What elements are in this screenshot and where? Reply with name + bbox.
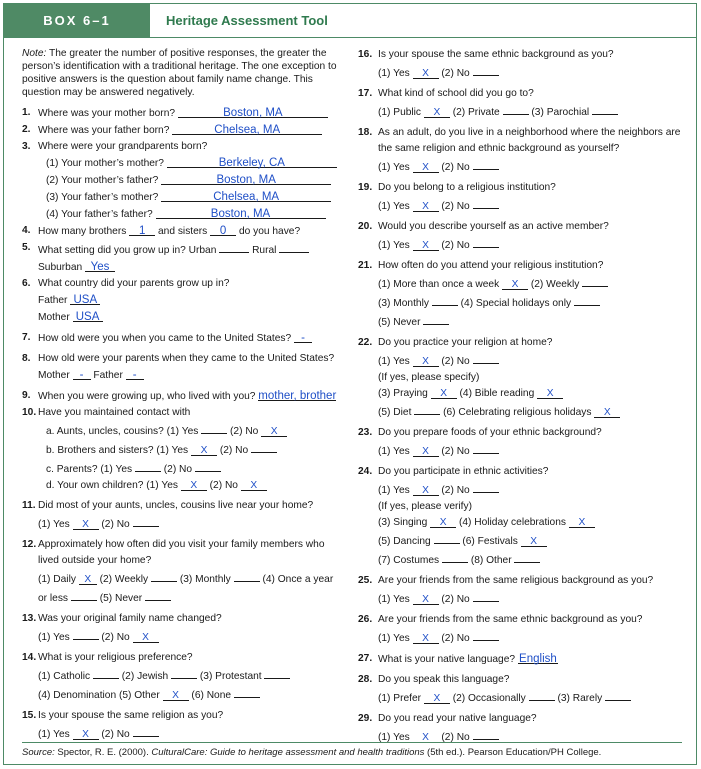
question-text: How often do you attend your religious institution? <box>378 260 604 271</box>
question-16 <box>358 47 690 82</box>
praying-field[interactable]: X <box>431 386 457 399</box>
other-field[interactable] <box>514 550 540 563</box>
no-field[interactable] <box>133 514 159 527</box>
note-paragraph <box>22 47 340 99</box>
question-22 <box>358 335 690 421</box>
question-number: 6. <box>22 278 31 289</box>
answer-field[interactable]: Boston, MA <box>178 105 328 118</box>
right-column <box>358 47 690 746</box>
question-text: Do you participate in ethnic activities? <box>378 466 549 477</box>
option-label: (1) Prefer <box>378 693 422 704</box>
public-field[interactable]: X <box>424 105 450 118</box>
option-label: (4) Once a year or less <box>38 574 334 604</box>
answer-field[interactable]: - <box>294 330 312 343</box>
option-label: (2) Weekly <box>99 574 149 585</box>
jewish-field[interactable] <box>171 666 197 679</box>
option-label: (4) Bible reading <box>459 388 535 399</box>
option-label: (5) Never <box>378 317 421 328</box>
source-text: Spector, R. E. (2000). <box>54 747 152 758</box>
option-label: (7) Costumes <box>378 555 440 566</box>
question-number: 20. <box>358 221 373 232</box>
question-text: Did most of your aunts, uncles, cousins live near your home? <box>38 500 314 511</box>
monthly-field[interactable] <box>234 569 260 582</box>
box-header <box>4 4 696 38</box>
question-6 <box>22 276 340 326</box>
question-text: do you have? <box>238 226 301 237</box>
bible-field[interactable]: X <box>537 386 563 399</box>
yes-field[interactable]: X <box>413 730 439 743</box>
question-number: 29. <box>358 713 373 724</box>
question-text: Where was your father born? <box>38 125 170 136</box>
question-21 <box>358 258 690 331</box>
question-26 <box>358 612 690 647</box>
no-field[interactable]: X <box>133 630 159 643</box>
yes-field[interactable]: X <box>413 66 439 79</box>
box-label: BOX 6–1 <box>4 4 150 37</box>
question-number: 11. <box>22 500 36 511</box>
source-book-title: CulturalCare: Guide to heritage assessment and health traditions <box>151 747 425 758</box>
question-text: What kind of school did you go to? <box>378 88 534 99</box>
option-label: (3) Your father’s mother? <box>46 192 159 203</box>
option-label: d. Your own children? (1) Yes <box>46 480 178 491</box>
option-label: (3) Praying <box>378 388 428 399</box>
option-label: Father <box>93 370 123 381</box>
option-label: (2) No <box>101 632 130 643</box>
dancing-field[interactable] <box>434 531 460 544</box>
option-label: (4) Holiday celebrations <box>458 517 566 528</box>
question-text: Do you practice your religion at home? <box>378 337 553 348</box>
option-label: (2) No <box>163 464 193 475</box>
weekly-field[interactable] <box>582 274 608 287</box>
question-14 <box>22 650 340 704</box>
yes-field[interactable]: X <box>413 160 439 173</box>
question-text: Are your friends from the same ethnic background as you? <box>378 614 643 625</box>
option-label: (3) Monthly <box>378 298 429 309</box>
none-field[interactable] <box>234 685 260 698</box>
option-label: (3) Monthly <box>179 574 231 585</box>
option-label: (2) Jewish <box>121 671 169 682</box>
yes-field[interactable] <box>73 627 99 640</box>
question-13 <box>22 611 340 646</box>
source-citation <box>22 742 682 758</box>
question-27 <box>358 651 690 668</box>
question-text: Would you describe yourself as an active member? <box>378 221 609 232</box>
yes-field[interactable]: X <box>73 727 99 740</box>
question-number: 8. <box>22 353 31 364</box>
option-label: (1) Yes <box>378 594 410 605</box>
answer-field[interactable]: Chelsea, MA <box>161 189 331 202</box>
more-field[interactable]: X <box>502 277 528 290</box>
option-label: Suburban <box>38 262 83 273</box>
question-text: Do you speak this language? <box>378 674 510 685</box>
yes-field[interactable]: X <box>413 483 439 496</box>
option-label: (2) No <box>209 480 238 491</box>
option-label: (1) Yes <box>378 240 410 251</box>
option-label: (1) Yes <box>378 162 410 173</box>
option-label: (3) Protestant <box>199 671 262 682</box>
note-text: The greater the number of positive responses, the greater the person’s identification with a traditional heritage. The one exception to positive answers is the question about family name change. This question may be answered negatively. <box>22 48 337 98</box>
answer-field[interactable]: English <box>519 653 557 665</box>
yes-field[interactable]: X <box>73 517 99 530</box>
yes-field[interactable]: X <box>413 199 439 212</box>
option-label: (1) Yes <box>38 519 70 530</box>
option-label: (2) Occasionally <box>452 693 526 704</box>
option-label: Mother <box>38 312 70 323</box>
private-field[interactable] <box>503 102 529 115</box>
question-text: How many brothers <box>38 226 127 237</box>
rural-field[interactable] <box>279 240 309 253</box>
option-label: (6) Celebrating religious holidays <box>443 407 592 418</box>
option-label: (1) Your mother’s mother? <box>46 158 164 169</box>
option-label: (1) Yes <box>378 732 410 743</box>
question-text: and sisters <box>158 226 208 237</box>
prefer-field[interactable]: X <box>424 691 450 704</box>
option-label: Father <box>38 295 68 306</box>
question-number: 25. <box>358 575 373 586</box>
option-label: (2) No <box>101 519 130 530</box>
option-label: (1) Yes <box>378 633 410 644</box>
question-4 <box>22 223 340 240</box>
no-field[interactable] <box>473 351 499 364</box>
option-label: b. Brothers and sisters? (1) Yes <box>46 445 189 456</box>
question-2 <box>22 122 340 139</box>
yes-field[interactable]: X <box>191 443 217 456</box>
daily-field[interactable]: X <box>79 572 97 585</box>
question-text: Are your friends from the same religious background as you? <box>378 575 654 586</box>
option-label: c. Parents? (1) Yes <box>46 464 133 475</box>
option-label: (1) More than once a week <box>378 279 500 290</box>
never-field[interactable] <box>423 312 449 325</box>
question-text: Do you read your native language? <box>378 713 537 724</box>
question-text: Approximately how often did you visit your family members who lived outside your home? <box>38 539 325 566</box>
question-number: 14. <box>22 652 37 663</box>
question-text: What is your native language? <box>378 654 516 665</box>
option-label: (1) Yes <box>378 68 410 79</box>
option-label: (2) No <box>230 426 259 437</box>
source-label: Source: <box>22 747 55 758</box>
yes-field[interactable]: X <box>413 592 439 605</box>
question-8 <box>22 351 340 384</box>
question-number: 27. <box>358 653 373 664</box>
no-field[interactable] <box>251 440 277 453</box>
question-number: 7. <box>22 332 31 343</box>
answer-field[interactable]: Boston, MA <box>161 172 331 185</box>
question-9 <box>22 388 340 405</box>
no-field[interactable]: X <box>241 478 267 491</box>
question-text: What is your religious preference? <box>38 652 193 663</box>
question-number: 15. <box>22 710 37 721</box>
question-text: Is your spouse the same religion as you? <box>38 710 224 721</box>
option-label: (2) No <box>441 162 470 173</box>
no-field[interactable] <box>473 63 499 76</box>
question-25 <box>358 573 690 608</box>
question-1 <box>22 105 340 122</box>
option-label: (2) No <box>219 445 249 456</box>
urban-field[interactable] <box>219 240 249 253</box>
celebrating-field[interactable]: X <box>594 405 620 418</box>
option-label: (2) No <box>441 201 470 212</box>
option-label: (1) Yes <box>38 632 70 643</box>
no-field[interactable] <box>195 459 221 472</box>
yes-field[interactable]: X <box>413 631 439 644</box>
option-label: (1) Yes <box>378 485 410 496</box>
answer-field[interactable]: Chelsea, MA <box>172 122 322 135</box>
question-number: 24. <box>358 466 373 477</box>
catholic-field[interactable] <box>93 666 119 679</box>
question-number: 26. <box>358 614 373 625</box>
option-label: Rural <box>252 245 277 256</box>
question-text: Do you prepare foods of your ethnic background? <box>378 427 602 438</box>
question-11 <box>22 498 340 533</box>
option-label: (8) Other <box>470 555 512 566</box>
protestant-field[interactable] <box>264 666 290 679</box>
option-label: (6) None <box>191 690 232 701</box>
option-label: (3) Rarely <box>557 693 603 704</box>
option-label: (2) No <box>441 356 470 367</box>
no-field[interactable] <box>473 157 499 170</box>
question-17 <box>358 86 690 121</box>
once-field[interactable] <box>71 588 97 601</box>
festivals-field[interactable]: X <box>521 534 547 547</box>
no-field[interactable]: X <box>261 424 287 437</box>
mother-country-field[interactable]: USA <box>73 309 103 322</box>
option-label: (2) No <box>441 68 470 79</box>
question-7 <box>22 330 340 347</box>
sisters-field[interactable]: 0 <box>210 223 236 236</box>
question-number: 5. <box>22 242 31 253</box>
brothers-field[interactable]: 1 <box>129 223 155 236</box>
question-text: Have you maintained contact with <box>38 407 191 418</box>
question-15 <box>22 708 340 743</box>
question-text: Was your original family name changed? <box>38 613 222 624</box>
no-field[interactable] <box>473 196 499 209</box>
question-number: 21. <box>358 260 373 271</box>
option-label: (2) No <box>441 633 470 644</box>
mother-age-field[interactable]: - <box>73 367 91 380</box>
source-text: (5th ed.). Pearson Education/PH College. <box>424 747 602 758</box>
suburban-field[interactable]: Yes <box>85 259 115 272</box>
question-number: 18. <box>358 127 373 138</box>
question-23 <box>358 425 690 460</box>
question-number: 17. <box>358 88 373 99</box>
no-field[interactable] <box>473 235 499 248</box>
question-12 <box>22 537 340 607</box>
question-number: 23. <box>358 427 373 438</box>
no-field[interactable] <box>473 589 499 602</box>
option-label: (1) Yes <box>378 201 410 212</box>
special-field[interactable] <box>574 293 600 306</box>
option-label: (2) No <box>441 594 470 605</box>
no-field[interactable] <box>473 480 499 493</box>
costumes-field[interactable] <box>442 550 468 563</box>
note-label: Note: <box>22 48 47 59</box>
question-number: 16. <box>358 49 373 60</box>
yes-field[interactable] <box>135 459 161 472</box>
question-29 <box>358 711 690 746</box>
father-age-field[interactable]: - <box>126 367 144 380</box>
question-20 <box>358 219 690 254</box>
option-label: (1) Catholic <box>38 671 91 682</box>
question-text: What setting did you grow up in? Urban <box>38 245 217 256</box>
option-label: (2) No <box>441 446 470 457</box>
no-field[interactable] <box>473 441 499 454</box>
option-label: (6) Festivals <box>462 536 518 547</box>
question-text: Where were your grandparents born? <box>38 141 208 152</box>
question-10 <box>22 405 340 494</box>
yes-field[interactable]: X <box>181 478 207 491</box>
no-field[interactable] <box>473 727 499 740</box>
option-label: (1) Public <box>378 107 422 118</box>
option-label: (2) No <box>441 240 470 251</box>
question-number: 12. <box>22 539 37 550</box>
question-number: 9. <box>22 390 31 401</box>
question-24 <box>358 464 690 569</box>
no-field[interactable] <box>133 724 159 737</box>
weekly-field[interactable] <box>151 569 177 582</box>
question-number: 3. <box>22 141 31 152</box>
question-18 <box>358 125 690 176</box>
box-title: Heritage Assessment Tool <box>166 13 328 28</box>
question-text: Do you belong to a religious institution? <box>378 182 556 193</box>
option-label: (1) Yes <box>378 356 410 367</box>
option-label: (2) No <box>101 729 130 740</box>
left-column <box>22 47 340 743</box>
question-28 <box>358 672 690 707</box>
option-label: (5) Dancing <box>378 536 431 547</box>
question-number: 4. <box>22 225 31 236</box>
option-label: (2) No <box>441 485 470 496</box>
question-number: 13. <box>22 613 37 624</box>
yes-field[interactable]: X <box>413 444 439 457</box>
rarely-field[interactable] <box>605 688 631 701</box>
option-label: (3) Singing <box>378 517 428 528</box>
question-text: Where was your mother born? <box>38 108 176 119</box>
question-3 <box>22 139 340 223</box>
father-country-field[interactable]: USA <box>70 292 100 305</box>
diet-field[interactable] <box>414 402 440 415</box>
option-label: (1) Yes <box>378 446 410 457</box>
option-label: (1) Daily <box>38 574 76 585</box>
question-number: 22. <box>358 337 373 348</box>
question-19 <box>358 180 690 215</box>
question-number: 1. <box>22 107 31 118</box>
option-label: (2) No <box>441 732 470 743</box>
parochial-field[interactable] <box>592 102 618 115</box>
option-label: (2) Private <box>452 107 500 118</box>
option-label: a. Aunts, uncles, cousins? (1) Yes <box>46 426 199 437</box>
holiday-field[interactable]: X <box>569 515 595 528</box>
option-label: (4) Special holidays only <box>460 298 572 309</box>
yes-field[interactable]: X <box>413 354 439 367</box>
option-label: (4) Denomination (5) Other <box>38 690 160 701</box>
option-label: (5) Diet <box>378 407 412 418</box>
other-field[interactable]: X <box>163 688 189 701</box>
question-number: 2. <box>22 124 31 135</box>
question-text: What country did your parents grow up in? <box>38 278 230 289</box>
question-5 <box>22 240 340 276</box>
no-field[interactable] <box>473 628 499 641</box>
question-text: When you were growing up, who lived with you? <box>38 391 256 402</box>
occasionally-field[interactable] <box>529 688 555 701</box>
question-number: 28. <box>358 674 373 685</box>
option-label: (1) Yes <box>38 729 70 740</box>
option-label: (5) Never <box>99 593 143 604</box>
answer-field[interactable]: Boston, MA <box>156 206 326 219</box>
yes-field[interactable]: X <box>413 238 439 251</box>
question-number: 10. <box>22 407 37 418</box>
answer-field[interactable]: mother, brother <box>258 390 337 402</box>
option-label: (2) Weekly <box>530 279 580 290</box>
instruction-text: (If yes, please verify) <box>378 501 472 512</box>
question-number: 19. <box>358 182 373 193</box>
singing-field[interactable]: X <box>430 515 456 528</box>
option-label: (4) Your father’s father? <box>46 209 153 220</box>
question-text: As an adult, do you live in a neighborhood where the neighbors are the same religion and ethnic background as yourself? <box>378 127 681 154</box>
question-text: How old were your parents when they came to the United States? Mother <box>38 353 335 381</box>
instruction-text: (If yes, please specify) <box>378 372 480 383</box>
monthly-field[interactable] <box>432 293 458 306</box>
option-label: (3) Parochial <box>531 107 590 118</box>
option-label: (2) Your mother’s father? <box>46 175 159 186</box>
question-text: Is your spouse the same ethnic background as you? <box>378 49 614 60</box>
yes-field[interactable] <box>201 421 227 434</box>
question-text: How old were you when you came to the United States? <box>38 333 292 344</box>
answer-field[interactable]: Berkeley, CA <box>167 155 337 168</box>
never-field[interactable] <box>145 588 171 601</box>
